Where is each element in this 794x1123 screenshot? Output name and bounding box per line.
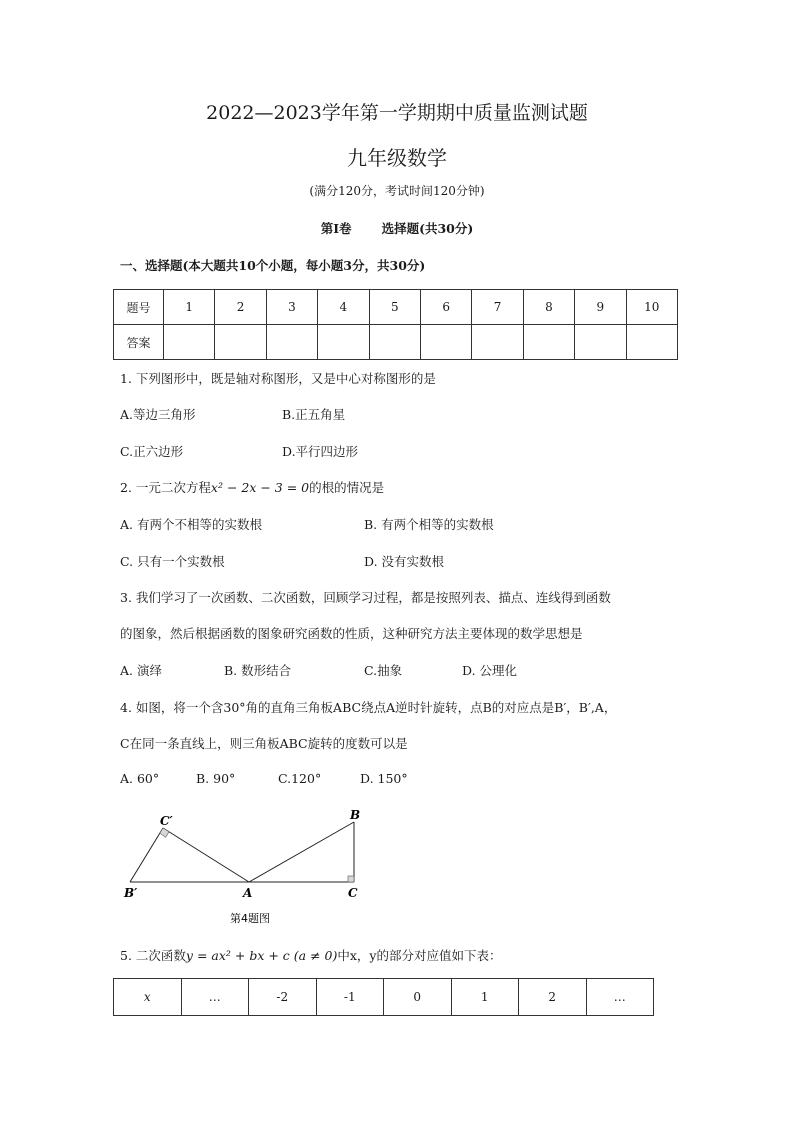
exam-subtitle: 九年级数学	[347, 146, 447, 170]
answer-cell[interactable]	[369, 325, 420, 360]
question-2-stem-before: 2. 一元二次方程	[120, 480, 211, 495]
answer-table-number: 10	[626, 290, 677, 325]
section-heading: 一、选择题(本大题共10个小题，每小题3分，共30分)	[120, 258, 426, 273]
answer-cell[interactable]	[266, 325, 317, 360]
question-5-table-row	[114, 979, 654, 1016]
question-4-line1: 4. 如图，将一个含30°角的直角三角板ABC绕点A逆时针旋转，点B的对应点是B′，B′,A，	[120, 700, 617, 715]
question-2-option-d: D. 没有实数根	[364, 554, 445, 569]
question-3-line1: 3. 我们学习了一次函数、二次函数，回顾学习过程，都是按照列表、描点、连线得到函数	[120, 590, 611, 605]
question-2-option-a: A. 有两个不相等的实数根	[120, 517, 262, 532]
answer-cell[interactable]	[318, 325, 369, 360]
question-3-option-c: C.抽象	[364, 663, 403, 678]
figure-line-a-b	[249, 822, 354, 882]
question-3-option-a: A. 演绎	[120, 663, 162, 678]
figure-caption: 第4题图	[230, 912, 270, 925]
answer-table-number: 3	[266, 290, 317, 325]
question-5-cell: 1	[451, 979, 519, 1016]
question-1-option-d: D.平行四边形	[282, 444, 359, 459]
question-4-line2: C在同一条直线上，则三角板ABC旋转的度数可以是	[120, 736, 408, 751]
question-5-stem	[120, 946, 501, 964]
question-5-stem-before: 5. 二次函数	[120, 948, 186, 963]
answer-table-number: 8	[523, 290, 574, 325]
question-2-stem-after: 的根的情况是	[309, 480, 385, 495]
question-5-cell: -1	[316, 979, 384, 1016]
answer-cell[interactable]	[575, 325, 626, 360]
answer-cell[interactable]	[164, 325, 215, 360]
answer-table-number: 1	[164, 290, 215, 325]
question-5-cell: 2	[519, 979, 587, 1016]
question-5-cell: x	[114, 979, 182, 1016]
question-2-option-b: B. 有两个相等的实数根	[364, 517, 494, 532]
right-angle-mark-cprime	[160, 828, 169, 837]
question-1-stem: 1. 下列图形中，既是轴对称图形，又是中心对称图形的是	[120, 371, 436, 386]
right-angle-mark-c	[348, 876, 354, 882]
answer-table-row2-label: 答案	[114, 325, 164, 360]
label-c: C	[348, 886, 358, 900]
answer-table-number: 7	[472, 290, 523, 325]
answer-cell[interactable]	[420, 325, 471, 360]
answer-cell[interactable]	[523, 325, 574, 360]
question-4-option-b: B. 90°	[196, 771, 236, 786]
answer-table-row1-label: 题号	[114, 290, 164, 325]
answer-table-answer-row	[114, 325, 678, 360]
question-1-option-c: C.正六边形	[120, 444, 184, 459]
question-4-option-d: D. 150°	[360, 771, 408, 786]
answer-table-number: 4	[318, 290, 369, 325]
question-2-option-c: C. 只有一个实数根	[120, 554, 225, 569]
question-5-cell: …	[181, 979, 249, 1016]
question-5-cell: 0	[384, 979, 452, 1016]
answer-table-number: 6	[420, 290, 471, 325]
question-1-option-b: B.正五角星	[282, 407, 346, 422]
answer-table-number: 9	[575, 290, 626, 325]
answer-table-number: 5	[369, 290, 420, 325]
label-b-prime: B′	[124, 886, 138, 900]
question-4-option-c: C.120°	[278, 771, 322, 786]
question-5-table	[113, 978, 654, 1016]
figure-line-cprime-a	[163, 828, 249, 882]
exam-title: 2022—2023学年第一学期期中质量监测试题	[206, 102, 588, 124]
question-5-cell: …	[586, 979, 654, 1016]
question-4-option-a: A. 60°	[120, 771, 160, 786]
answer-cell[interactable]	[626, 325, 677, 360]
question-1-option-a: A.等边三角形	[120, 407, 196, 422]
figure-line-bprime-cprime	[130, 828, 163, 882]
question-4-figure	[118, 805, 378, 930]
exam-note: (满分120分，考试时间120分钟)	[309, 184, 485, 198]
volume-label: 第Ⅰ卷	[320, 221, 352, 236]
label-b: B	[350, 808, 361, 822]
volume-title: 选择题(共30分)	[381, 221, 474, 236]
answer-table-number: 2	[215, 290, 266, 325]
question-3-option-b: B. 数形结合	[224, 663, 292, 678]
label-c-prime: C′	[160, 814, 173, 828]
question-3-line2: 的图象，然后根据函数的图象研究函数的性质，这种研究方法主要体现的数学思想是	[120, 626, 583, 641]
question-5-equation: y = ax² + bx + c (a ≠ 0)	[185, 948, 338, 963]
answer-table	[113, 289, 678, 360]
question-5-stem-after: 中x，y的部分对应值如下表：	[337, 948, 502, 963]
question-3-option-d: D. 公理化	[462, 663, 518, 678]
answer-cell[interactable]	[215, 325, 266, 360]
question-2-equation: x² − 2x − 3 = 0	[210, 480, 310, 495]
answer-table-number-row	[114, 290, 678, 325]
question-2-stem	[120, 478, 384, 496]
label-a: A	[243, 886, 253, 900]
answer-cell[interactable]	[472, 325, 523, 360]
volume-heading	[0, 219, 794, 237]
question-5-cell: -2	[249, 979, 317, 1016]
